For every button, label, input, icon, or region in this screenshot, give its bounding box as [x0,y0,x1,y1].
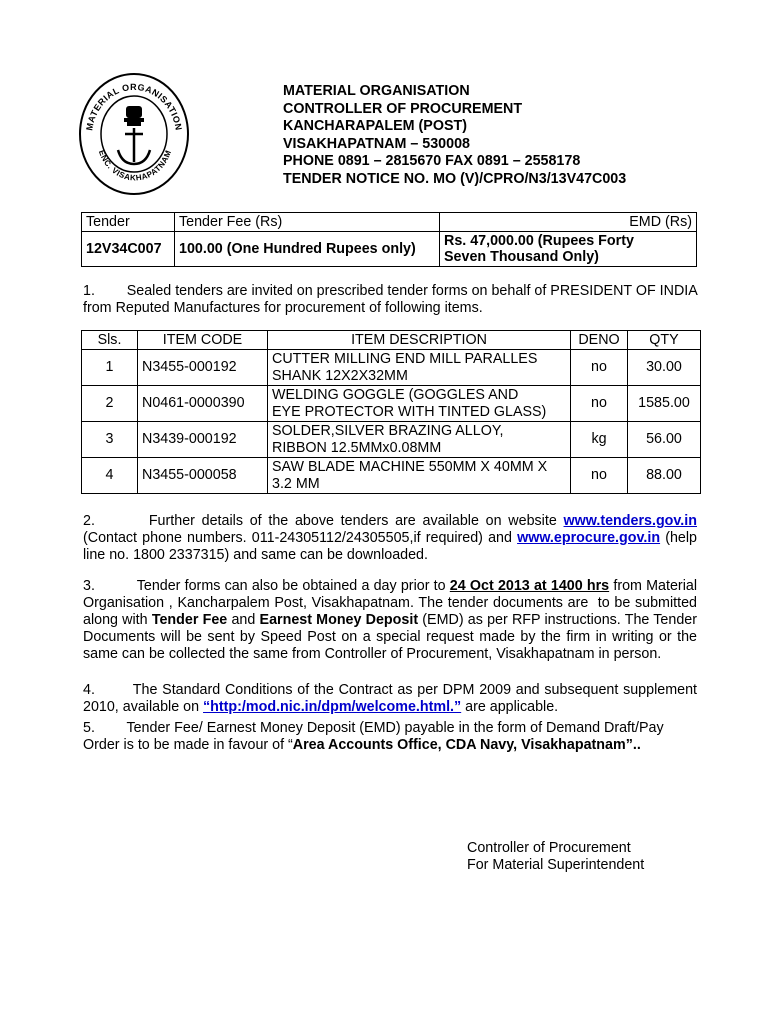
para3-text-2: from Material Organisation , Kancharpalem Post, Visakhapatnam. The tender documents are to be submitted along with [83,578,701,628]
desc-line-2: RIBBON 12.5MMx0.08MM [272,439,442,456]
office-name: CONTROLLER OF PROCUREMENT [283,100,523,117]
table-row [82,422,701,458]
col-header-sl: Sls. [82,331,138,350]
desc-line-1: CUTTER MILLING END MILL PARALLES [272,350,538,367]
para2-text-2: (Contact phone numbers. 011-24305112/24305505,if required) and [83,513,701,546]
sl-cell: 4 [82,458,138,494]
desc-cell [268,350,571,386]
tenders-website-link[interactable]: www.tenders.gov.in [563,513,697,529]
para2-text-1: 2. Further details of the above tenders are available on website [83,513,564,529]
org-name: MATERIAL ORGANISATION [283,83,470,99]
letterhead [283,83,626,189]
city-pin: VISAKHAPATNAM – 530008 [283,135,470,152]
signatory-title: Controller of Procurement [467,840,631,856]
deno-cell: kg [571,422,628,458]
col-header-deno: DENO [571,331,628,350]
code-cell: N0461-0000390 [138,386,268,422]
para4-text-1: 4. The Standard Conditions of the Contract as per DPM 2009 and subsequent supplement 2010, available on [83,682,701,715]
tender-date: 24 Oct 2013 at 1400 hrs [449,578,610,594]
paragraph-4 [83,682,701,716]
table-row [82,350,701,386]
para3-text-4: (EMD) as per RFP instructions. The Tender Documents will be sent by Speed Post on a special request made by the firm in writing or the same can be collected the same from Controller of Procurement, Visakhapatnam in person. [83,612,701,662]
header-tender: Tender [82,213,175,232]
payee-name: Area Accounts Office, CDA Navy, Visakhapatnam”.. [292,737,641,753]
deno-cell: no [571,386,628,422]
deno-cell: no [571,350,628,386]
anchor-icon [118,128,150,164]
tender-notice-number: TENDER NOTICE NO. MO (V)/CPRO/N3/13V47C003 [283,170,627,187]
col-header-qty: QTY [628,331,701,350]
desc-cell [268,386,571,422]
para5-text-1: 5. Tender Fee/ Earnest Money Deposit (EMD) payable in the form of Demand Draft/Pay Order is to be made in favour of “ [83,720,668,753]
qty-cell: 56.00 [628,422,701,458]
desc-line-1: WELDING GOGGLE (GOGGLES AND [272,386,519,403]
desc-line-1: SAW BLADE MACHINE 550MM X 40MM X [272,458,548,475]
dpm-website-link[interactable]: “http:/mod.nic.in/dpm/welcome.html.” [203,699,462,715]
desc-cell [268,458,571,494]
eprocure-website-link[interactable]: www.eprocure.gov.in [517,530,661,546]
table-row [82,386,701,422]
qty-cell: 1585.00 [628,386,701,422]
table-row [82,458,701,494]
deno-cell: no [571,458,628,494]
post-name: KANCHARAPALEM (POST) [283,118,467,135]
emd-amount [440,232,697,267]
lion-capital-icon [124,106,144,126]
paragraph-3 [83,578,701,663]
tender-summary-table [81,212,697,267]
code-cell: N3455-000058 [138,458,268,494]
organisation-seal [78,72,190,196]
qty-cell: 88.00 [628,458,701,494]
para3-text-3: and [227,612,260,628]
tender-fee-label: Tender Fee [151,612,228,628]
header-emd: EMD (Rs) [440,213,697,232]
sl-cell: 1 [82,350,138,386]
para3-text-1: 3. Tender forms can also be obtained a day prior to [83,578,450,594]
svg-text:ENC. VISAKHAPATNAM: ENC. VISAKHAPATNAM [96,148,174,183]
svg-text:MATERIAL ORGANISATION: MATERIAL ORGANISATION [84,81,184,132]
phone-fax: PHONE 0891 – 2815670 FAX 0891 – 2558178 [283,153,581,170]
signature-block [467,840,644,874]
para2-text-3: (help line no. 1800 2337315) and same can be downloaded. [83,530,701,563]
sl-cell: 2 [82,386,138,422]
code-cell: N3455-000192 [138,350,268,386]
qty-cell: 30.00 [628,350,701,386]
desc-line-2: EYE PROTECTOR WITH TINTED GLASS) [272,403,547,420]
tender-fee: 100.00 (One Hundred Rupees only) [175,232,440,267]
paragraph-5 [83,720,697,754]
desc-line-2: SHANK 12X2X32MM [272,367,408,384]
items-table [81,330,701,494]
emd-line-2: Seven Thousand Only) [444,249,599,265]
desc-line-1: SOLDER,SILVER BRAZING ALLOY, [272,422,504,439]
col-header-desc: ITEM DESCRIPTION [268,331,571,350]
emd-label: Earnest Money Deposit [259,612,419,628]
col-header-code: ITEM CODE [138,331,268,350]
tender-number: 12V34C007 [82,232,175,267]
desc-cell [268,422,571,458]
code-cell: N3439-000192 [138,422,268,458]
paragraph-1: 1. Sealed tenders are invited on prescribed tender forms on behalf of PRESIDENT OF INDIA from Reputed Manufactures for procurement of following items. [83,283,701,316]
sl-cell: 3 [82,422,138,458]
header-tender-fee: Tender Fee (Rs) [175,213,440,232]
signatory-subtitle: For Material Superintendent [467,857,645,873]
para4-text-2: are applicable. [461,699,559,715]
paragraph-2 [83,513,701,564]
desc-line-2: 3.2 MM [272,475,320,492]
emd-line-1: Rs. 47,000.00 (Rupees Forty [444,233,634,249]
